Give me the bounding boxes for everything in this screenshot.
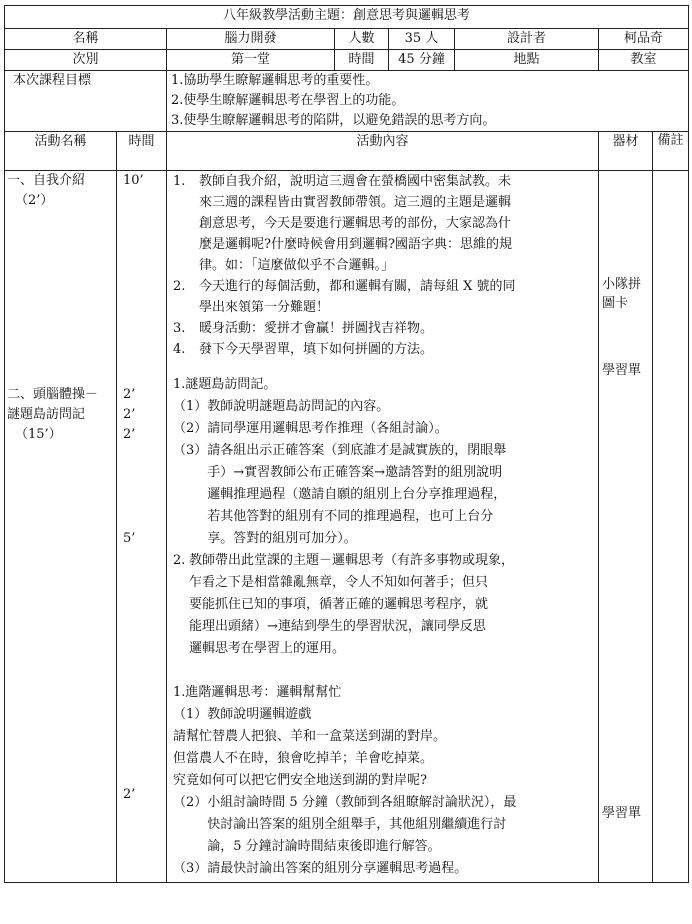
game-text: 但當農人不在時，狼會吃掉羊；羊會吃掉菜。: [173, 751, 434, 766]
goals-label: 本次課程目標: [5, 71, 167, 132]
goal-item: 3.使學生瞭解邏輯思考的陷阱，以避免錯誤的思考方向。: [171, 113, 496, 128]
sub-item: （3） 請各組出示正確答案（到底誰才是誠實族的，閉眼舉 手）→實習教師公布正確答案→邀請答對的組別說明 邏輯推理過程（邀請自願的組別上台分享推理過程， 若其他答對的組別有不同的推理過程，也可上台分 享。答對的組別可加分）。: [173, 443, 507, 546]
section-puzzle-island: [173, 374, 596, 660]
equipment-item: 小隊拼圖卡: [602, 277, 642, 311]
section-advanced-logic: [173, 682, 596, 880]
place-label: 地點: [455, 50, 599, 71]
lesson-plan-table: [4, 5, 689, 883]
activity-name-cell: [5, 171, 117, 883]
time-label: 時間: [335, 50, 389, 71]
section-heading: 1.進階邏輯思考：邏輯幫幫忙: [173, 685, 342, 700]
session-value: 第一堂: [167, 50, 335, 71]
goals-list: [167, 71, 689, 132]
notes-cell: [653, 171, 689, 883]
sub-item: （2） 小組討論時間 5 分鐘（教師到各組瞭解討論狀況），最 快討論出答案的組別全組舉手，其他組別繼續進行討 論，5 分鐘討論時間結束後即進行解答。: [173, 795, 517, 854]
sub-item: （2） 請同學運用邏輯思考作推理（各組討論）。: [173, 421, 448, 436]
list-item: 2. 教師帶出此堂課的主題－邏輯思考（有許多事物或現象， 乍看之下是相當雜亂無章，令人不知如何著手；但只 要能抓住已知的事項，循著正確的邏輯思考程序，就 能理出頭緒）→連結到學生的學習狀況，讓同學反思 邏輯思考在學習上的運用。: [173, 553, 515, 656]
list-item: 1. 教師自我介紹，說明這三週會在螢橋國中密集試教。未 來三週的課程皆由實習教師帶領。這三週的主題是邏輯 創意思考，今天是要進行邏輯思考的部份，大家認為什 麼是邏輯呢?什麼時候會用到邏輯?國語字典：思維的規 律。如：「這麼做似乎不合邏輯。」: [173, 174, 512, 273]
col-notes: 備註: [653, 132, 689, 171]
time-value: 2’: [123, 787, 136, 802]
time-value: 2’: [123, 427, 136, 442]
name-value: 腦力開發: [167, 29, 335, 50]
col-content: 活動內容: [167, 132, 599, 171]
count-value: 35 人: [389, 29, 455, 50]
activity-duration: （2’）: [15, 193, 54, 208]
place-value: 教室: [599, 50, 689, 71]
designer-value: 柯品奇: [599, 29, 689, 50]
activity-name: 一、自我介紹: [7, 173, 86, 188]
time-value: 10’: [123, 173, 144, 188]
time-cell: [117, 171, 167, 883]
col-activity: 活動名稱: [5, 132, 117, 171]
equipment-item: 學習單: [602, 806, 642, 821]
col-time: 時間: [117, 132, 167, 171]
col-equipment: 器材: [599, 132, 653, 171]
equipment-cell: [599, 171, 653, 883]
content-cell: [167, 171, 599, 883]
section-heading: 1.謎題島訪問記。: [173, 377, 277, 392]
time-value: 2’: [123, 407, 136, 422]
plan-title: 八年級教學活動主題：創意思考與邏輯思考: [5, 6, 689, 29]
goal-item: 1.協助學生瞭解邏輯思考的重要性。: [171, 73, 379, 88]
activity-name: 謎題島訪問記: [7, 407, 86, 422]
equipment-item: 學習單: [602, 363, 642, 378]
name-label: 名稱: [5, 29, 167, 50]
game-text: 究竟如何可以把它們安全地送到湖的對岸呢?: [173, 773, 427, 788]
count-label: 人數: [335, 29, 389, 50]
sub-item: （1） 教師說明謎題島訪問記的內容。: [173, 399, 390, 414]
time-value: 5’: [123, 531, 136, 546]
list-item: 3. 暖身活動：愛拼才會贏！拼圖找吉祥物。: [173, 321, 434, 336]
time-value: 2’: [123, 387, 136, 402]
sub-item: （3） 請最快討論出答案的組別分享邏輯思考過程。: [173, 861, 468, 876]
session-label: 次別: [5, 50, 167, 71]
activity-name: 二、頭腦體操－: [7, 387, 99, 402]
designer-label: 設計者: [455, 29, 599, 50]
activity-duration: （15’）: [15, 427, 62, 442]
sub-item: （1） 教師說明邏輯遊戲: [173, 707, 312, 722]
list-item: 2. 今天進行的每個活動，都和邏輯有關，請每組 X 號的同 學出來領第一分難題！: [173, 279, 516, 315]
section-intro: [173, 171, 596, 360]
time-value: 45 分鐘: [389, 50, 455, 71]
game-text: 請幫忙替農人把狼、羊和一盒菜送到湖的對岸。: [173, 729, 447, 744]
goal-item: 2.使學生瞭解邏輯思考在學習上的功能。: [171, 93, 405, 108]
list-item: 4. 發下今天學習單，填下如何拼圖的方法。: [173, 342, 434, 357]
